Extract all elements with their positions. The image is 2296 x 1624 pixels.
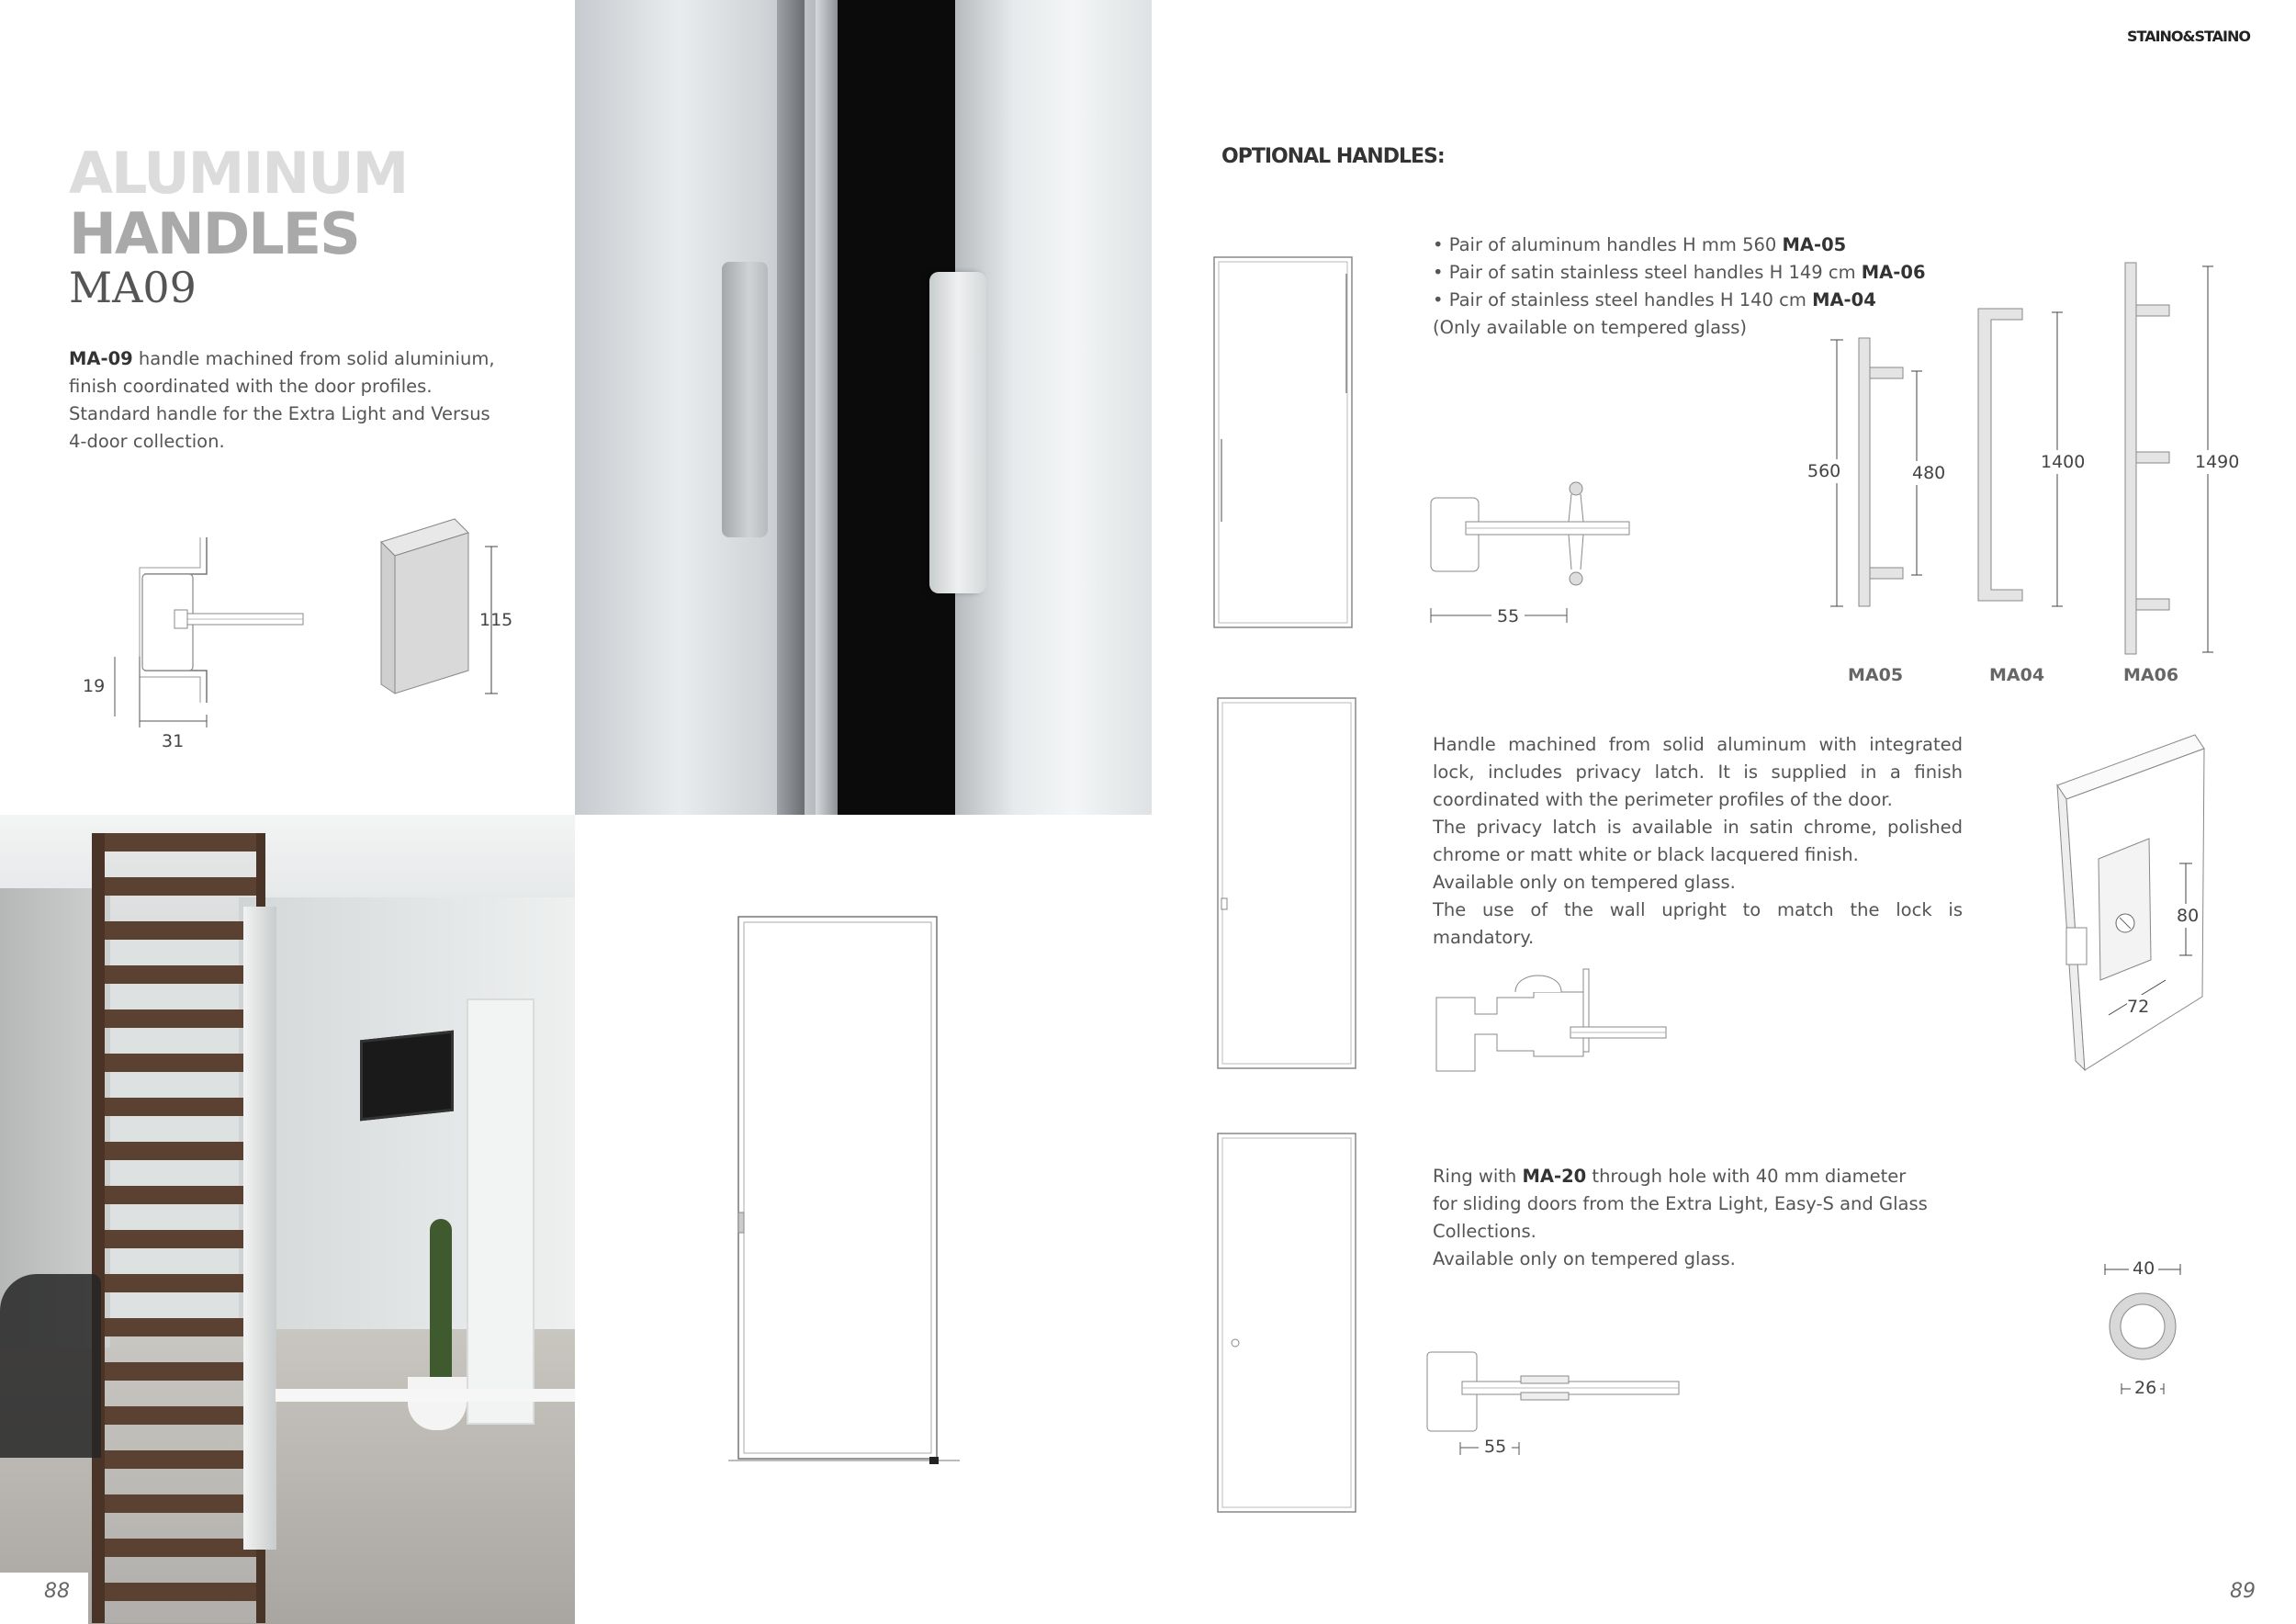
lock-para-1: Handle machined from solid aluminum with integrated lock, includes privacy latch. It is supplied in a finish coordinated with the perimeter profiles of the door. xyxy=(1433,734,1963,810)
desc-text: handle machined from solid aluminium, finish coordinated with the door profiles. Standard handle for the Extra Light and Versus 4-door collection. xyxy=(69,348,495,452)
ma09-handle-3d xyxy=(377,514,523,698)
baseboard xyxy=(276,1389,575,1402)
dim-115: 115 xyxy=(479,610,513,630)
door-2-drawing xyxy=(1214,696,1361,1073)
page-number-88: 88 xyxy=(44,1580,70,1603)
dim-1400: 1400 xyxy=(2041,452,2086,472)
ring-para-2: Available only on tempered glass. xyxy=(1433,1248,1736,1269)
cactus-pot xyxy=(408,1377,467,1430)
pair-handle-section-drawing xyxy=(1429,478,1640,634)
door-edge xyxy=(816,0,838,815)
dim-560: 560 xyxy=(1807,461,1841,481)
ring-section-drawing xyxy=(1425,1347,1683,1475)
bullet-ma05: • Pair of aluminum handles H mm 560 MA-05 xyxy=(1433,234,1847,255)
ring-para-1: Ring with MA-20 through hole with 40 mm diameter for sliding doors from the Extra Light, Easy-S and Glass Collections. xyxy=(1433,1166,1928,1242)
title-aluminum: ALUMINUM xyxy=(69,140,408,207)
ma09-description xyxy=(69,345,501,456)
door-3-drawing xyxy=(1214,1132,1361,1516)
lock-para-4: The use of the wall upright to match the lock is mandatory. xyxy=(1433,899,1963,948)
desc-code: MA-09 xyxy=(69,348,133,369)
dim-31: 31 xyxy=(162,731,185,751)
dim-26: 26 xyxy=(2131,1378,2160,1398)
lock-handle-section-drawing xyxy=(1433,964,1671,1075)
door-shadow xyxy=(777,0,805,815)
tv-screen xyxy=(360,1031,454,1122)
dim-40: 40 xyxy=(2129,1258,2158,1279)
code-ma04: MA04 xyxy=(1989,665,2045,685)
code-ma05: MA05 xyxy=(1848,665,1904,685)
bullet-ma04: • Pair of stainless steel handles H 140 cm MA-04 xyxy=(1433,289,1876,310)
bullet-ma06: • Pair of satin stainless steel handles H 149 cm MA-06 xyxy=(1433,262,1926,283)
dim-480: 480 xyxy=(1912,463,1946,483)
chair xyxy=(0,1274,101,1458)
bullet-note: (Only available on tempered glass) xyxy=(1433,317,1748,338)
dim-55-ring: 55 xyxy=(1479,1437,1512,1457)
ring-description xyxy=(1433,1163,1929,1273)
handle-closeup-photo xyxy=(575,0,1152,815)
code-ma06: MA06 xyxy=(2123,665,2179,685)
page-number-89: 89 xyxy=(2230,1580,2256,1603)
door-elevation-drawing xyxy=(726,909,964,1479)
lock-3d-drawing xyxy=(2048,730,2232,1079)
brand-logo: STAINO&STAINO xyxy=(2127,28,2250,45)
door-1-drawing xyxy=(1210,255,1357,632)
dim-55-top: 55 xyxy=(1491,606,1525,626)
dim-19: 19 xyxy=(83,676,106,696)
optional-handles-title: OPTIONAL HANDLES: xyxy=(1221,145,1445,168)
dim-1490: 1490 xyxy=(2195,452,2240,472)
ma09-section-drawing xyxy=(129,533,321,735)
dim-72: 72 xyxy=(2127,997,2150,1017)
interior-door xyxy=(467,998,535,1425)
interior-photo xyxy=(0,815,575,1624)
slatted-door xyxy=(92,833,265,1623)
dim-80: 80 xyxy=(2177,906,2200,926)
right-handle xyxy=(929,272,986,593)
lock-handle-description xyxy=(1433,731,1963,952)
title-code: MA09 xyxy=(69,263,197,312)
lock-para-2: The privacy latch is available in satin chrome, polished chrome or matt white or black lacquered finish. xyxy=(1433,817,1963,865)
left-handle xyxy=(722,262,768,537)
handles-bullet-list xyxy=(1433,231,1926,342)
title-handles: HANDLES xyxy=(69,200,359,267)
door-frame xyxy=(243,907,276,1550)
lock-para-3: Available only on tempered glass. xyxy=(1433,872,1736,893)
